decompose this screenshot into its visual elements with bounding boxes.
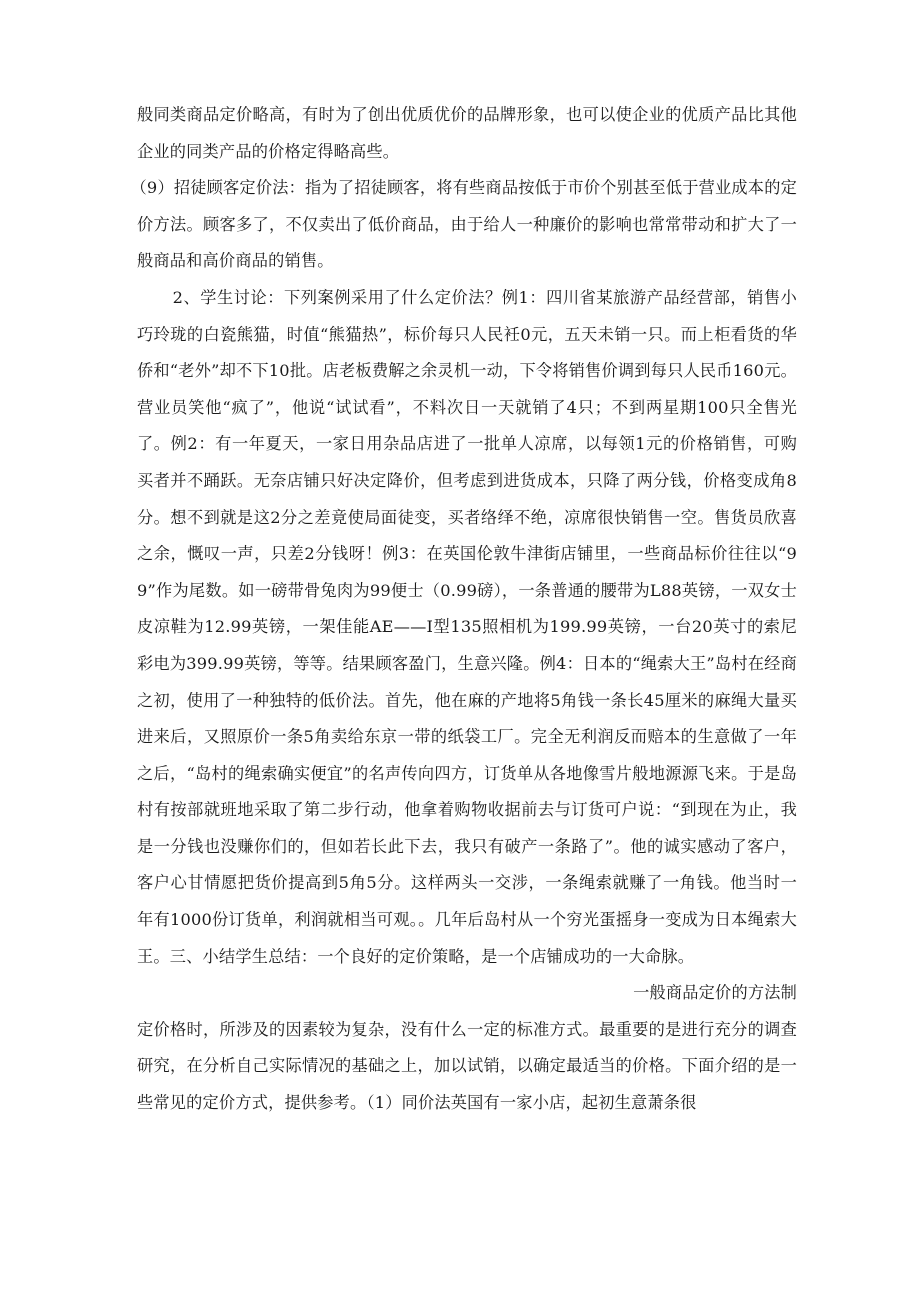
paragraph-student-discussion: 2、学生讨论：下列案例采用了什么定价法？例1：四川省某旅游产品经营部，销售小巧玲珑的白瓷熊猫，时值“熊猫热”，标价每只人民衽0元，五天未销一只。而上柜看货的华侨和“老外”却不下10批。店老板费解之余灵机一动，下令将销售价调到每只人民币160元。营业员笑他“疯了”，他说“试试看”，不料次日一天就销了4只；不到两星期100只全售光了。例2：有一年夏天，一家日用杂品店进了一批单人凉席，以每领1元的价格销售，可购买者并不踊跃。无奈店铺只好决定降价，但考虑到进货成本，只降了两分钱，价格变成角8分。想不到就是这2分之差竟使局面徒变，买者络绎不绝，凉席很快销售一空。售货员欣喜之余，慨叹一声，只差2分钱呀！例3：在英国伦敦牛津街店铺里，一些商品标价往往以“99”作为尾数。如一磅带骨兔肉为99便士（0.99磅），一条普通的腰带为L88英镑，一双女士皮凉鞋为12.99英镑，一架佳能AE——I型135照相机为199.99英镑，一台20英寸的索尼彩电为399.99英镑，等等。结果顾客盈门，生意兴隆。例4：日本的“绳索大王”岛村在经商之初，使用了一种独特的低价法。首先，他在麻的产地将5角钱一条长45厘米的麻绳大量买进来后，又照原价一条5角卖给东京一带的纸袋工厂。完全无利润反而赔本的生意做了一年之后，“岛村的绳索确实便宜”的名声传向四方，订货单从各地像雪片般地源源飞来。于是岛村有按部就班地采取了第二步行动，他拿着购物收据前去与订货可户说：“到现在为止，我是一分钱也没赚你们的，但如若长此下去，我只有破产一条路了”。他的诚实感动了客户，客户心甘情愿把货价提高到5角5分。这样两头一交涉，一条绳索就赚了一角钱。他当时一年有1000份订货单，利润就相当可观。。几年后岛村从一个穷光蛋摇身一变成为日本绳索大王。三、小结学生总结：一个良好的定价策略，是一个店铺成功的一大命脉。 — [137, 287, 797, 966]
paragraph-section-heading: 一般商品定价的方法制 — [633, 983, 797, 1003]
paragraph-brand-pricing: 般同类商品定价略高，有时为了创出优质优价的品牌形象，也可以使企业的优质产品比其他企业的同类产品的价格定得略高些。 — [137, 105, 797, 161]
document-body — [130, 97, 797, 1122]
paragraph-pricing-methods: 定价格时，所涉及的因素较为复杂，没有什么一定的标准方式。最重要的是进行充分的调查研究，在分析自己实际情况的基础之上，加以试销，以确定最适当的价格。下面介绍的是一些常见的定价方式，提供参考。（1）同价法英国有一家小店，起初生意萧条很 — [137, 1019, 797, 1113]
paragraph-loss-leader-pricing: （9）招徒顾客定价法：指为了招徒顾客，将有些商品按低于市价个别甚至低于营业成本的定价方法。顾客多了，不仅卖出了低价商品，由于给人一种廉价的影响也常常带动和扩大了一般商品和高价商品的销售。 — [130, 178, 797, 271]
